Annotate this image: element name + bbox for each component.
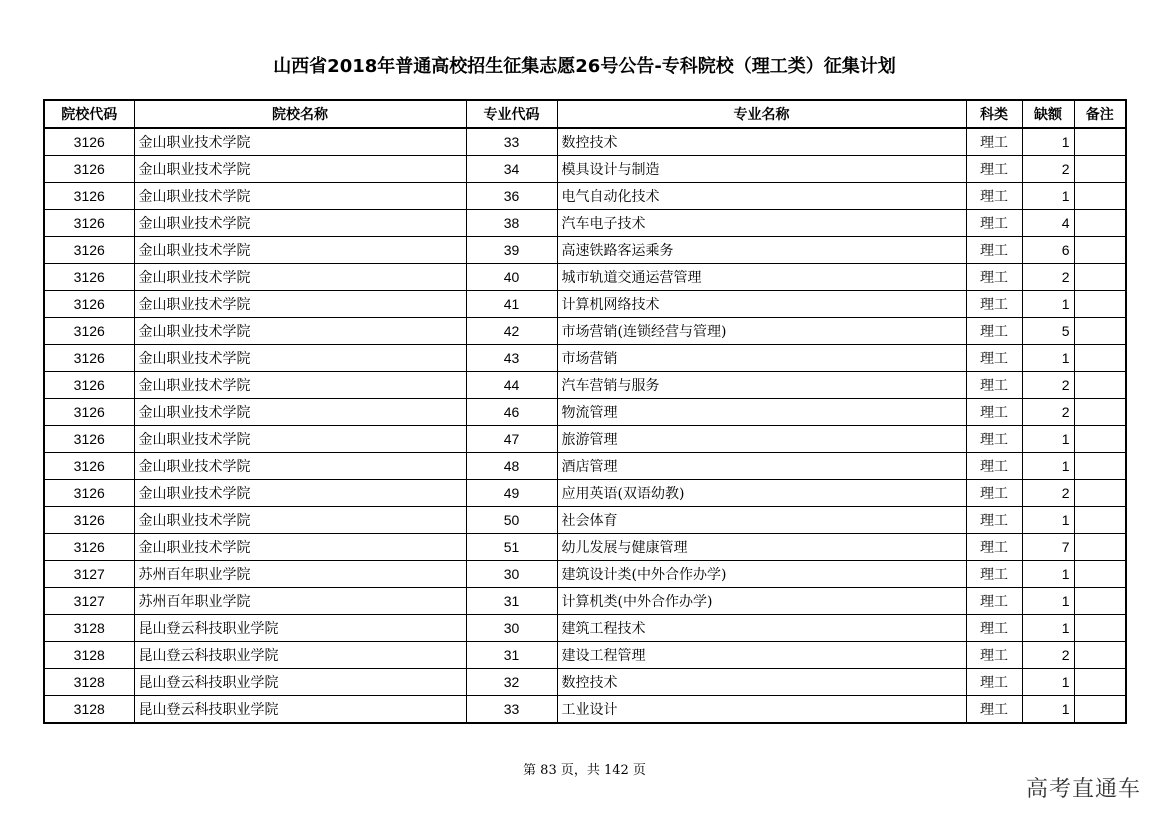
- cell-major-code: 50: [466, 507, 557, 534]
- cell-category: 理工: [966, 507, 1022, 534]
- cell-note: [1074, 615, 1126, 642]
- table-row: [44, 156, 1126, 183]
- cell-major-name: 工业设计: [557, 696, 966, 724]
- cell-school-code: 3126: [44, 507, 134, 534]
- cell-school-name: 昆山登云科技职业学院: [134, 669, 466, 696]
- cell-quota: 7: [1022, 534, 1074, 561]
- cell-note: [1074, 588, 1126, 615]
- cell-major-code: 46: [466, 399, 557, 426]
- cell-major-code: 47: [466, 426, 557, 453]
- cell-school-name: 金山职业技术学院: [134, 534, 466, 561]
- cell-major-code: 44: [466, 372, 557, 399]
- cell-quota: 2: [1022, 399, 1074, 426]
- cell-note: [1074, 426, 1126, 453]
- table-row: [44, 210, 1126, 237]
- cell-major-name: 物流管理: [557, 399, 966, 426]
- table-row: [44, 588, 1126, 615]
- cell-quota: 6: [1022, 237, 1074, 264]
- cell-quota: 1: [1022, 183, 1074, 210]
- cell-note: [1074, 237, 1126, 264]
- table-row: [44, 426, 1126, 453]
- cell-category: 理工: [966, 264, 1022, 291]
- cell-note: [1074, 156, 1126, 183]
- cell-school-name: 金山职业技术学院: [134, 183, 466, 210]
- cell-category: 理工: [966, 696, 1022, 724]
- cell-quota: 2: [1022, 264, 1074, 291]
- cell-category: 理工: [966, 669, 1022, 696]
- cell-school-code: 3126: [44, 210, 134, 237]
- cell-note: [1074, 183, 1126, 210]
- cell-school-code: 3126: [44, 426, 134, 453]
- cell-major-code: 34: [466, 156, 557, 183]
- table-row: [44, 345, 1126, 372]
- cell-school-name: 金山职业技术学院: [134, 507, 466, 534]
- cell-school-code: 3128: [44, 615, 134, 642]
- cell-school-code: 3126: [44, 237, 134, 264]
- cell-category: 理工: [966, 534, 1022, 561]
- cell-note: [1074, 696, 1126, 724]
- cell-school-code: 3126: [44, 264, 134, 291]
- cell-quota: 1: [1022, 561, 1074, 588]
- cell-major-code: 30: [466, 615, 557, 642]
- cell-note: [1074, 669, 1126, 696]
- cell-school-name: 昆山登云科技职业学院: [134, 696, 466, 724]
- cell-school-name: 金山职业技术学院: [134, 210, 466, 237]
- cell-category: 理工: [966, 156, 1022, 183]
- cell-major-name: 数控技术: [557, 128, 966, 156]
- cell-major-code: 38: [466, 210, 557, 237]
- cell-quota: 1: [1022, 696, 1074, 724]
- cell-quota: 2: [1022, 372, 1074, 399]
- table-header-row: [44, 100, 1126, 128]
- table-row: [44, 669, 1126, 696]
- cell-school-code: 3126: [44, 453, 134, 480]
- cell-category: 理工: [966, 480, 1022, 507]
- cell-major-code: 30: [466, 561, 557, 588]
- cell-school-code: 3126: [44, 183, 134, 210]
- cell-note: [1074, 291, 1126, 318]
- cell-major-name: 旅游管理: [557, 426, 966, 453]
- cell-school-name: 金山职业技术学院: [134, 237, 466, 264]
- cell-major-name: 城市轨道交通运营管理: [557, 264, 966, 291]
- cell-category: 理工: [966, 372, 1022, 399]
- header-school-code: 院校代码: [44, 100, 134, 128]
- cell-quota: 1: [1022, 669, 1074, 696]
- cell-school-name: 金山职业技术学院: [134, 480, 466, 507]
- table-row: [44, 183, 1126, 210]
- cell-school-name: 金山职业技术学院: [134, 318, 466, 345]
- cell-school-name: 金山职业技术学院: [134, 291, 466, 318]
- cell-note: [1074, 372, 1126, 399]
- cell-major-code: 43: [466, 345, 557, 372]
- table-row: [44, 128, 1126, 156]
- cell-major-name: 建设工程管理: [557, 642, 966, 669]
- cell-school-code: 3128: [44, 696, 134, 724]
- cell-school-name: 金山职业技术学院: [134, 128, 466, 156]
- cell-category: 理工: [966, 128, 1022, 156]
- cell-school-name: 苏州百年职业学院: [134, 588, 466, 615]
- table-row: [44, 696, 1126, 724]
- cell-major-code: 49: [466, 480, 557, 507]
- cell-category: 理工: [966, 183, 1022, 210]
- table-row: [44, 264, 1126, 291]
- cell-school-code: 3128: [44, 669, 134, 696]
- cell-note: [1074, 399, 1126, 426]
- cell-note: [1074, 561, 1126, 588]
- table-row: [44, 534, 1126, 561]
- cell-quota: 5: [1022, 318, 1074, 345]
- cell-major-code: 36: [466, 183, 557, 210]
- cell-major-code: 32: [466, 669, 557, 696]
- cell-school-name: 金山职业技术学院: [134, 399, 466, 426]
- cell-quota: 1: [1022, 615, 1074, 642]
- table-row: [44, 615, 1126, 642]
- cell-note: [1074, 507, 1126, 534]
- cell-school-code: 3126: [44, 372, 134, 399]
- cell-note: [1074, 128, 1126, 156]
- cell-category: 理工: [966, 291, 1022, 318]
- header-quota: 缺额: [1022, 100, 1074, 128]
- header-category: 科类: [966, 100, 1022, 128]
- enrollment-plan-table: [43, 99, 1127, 724]
- header-school-name: 院校名称: [134, 100, 466, 128]
- cell-quota: 1: [1022, 345, 1074, 372]
- cell-major-name: 汽车营销与服务: [557, 372, 966, 399]
- cell-major-name: 高速铁路客运乘务: [557, 237, 966, 264]
- cell-category: 理工: [966, 345, 1022, 372]
- cell-school-code: 3126: [44, 399, 134, 426]
- cell-major-code: 31: [466, 588, 557, 615]
- cell-category: 理工: [966, 561, 1022, 588]
- cell-school-code: 3126: [44, 291, 134, 318]
- table-row: [44, 507, 1126, 534]
- cell-school-name: 金山职业技术学院: [134, 264, 466, 291]
- cell-major-code: 51: [466, 534, 557, 561]
- cell-category: 理工: [966, 399, 1022, 426]
- table-row: [44, 561, 1126, 588]
- cell-note: [1074, 480, 1126, 507]
- watermark-logo-text: 高考直通车: [1025, 777, 1141, 802]
- table-row: [44, 399, 1126, 426]
- cell-school-name: 昆山登云科技职业学院: [134, 642, 466, 669]
- cell-school-code: 3127: [44, 588, 134, 615]
- cell-school-code: 3126: [44, 128, 134, 156]
- cell-major-code: 40: [466, 264, 557, 291]
- cell-school-name: 昆山登云科技职业学院: [134, 615, 466, 642]
- cell-quota: 1: [1022, 453, 1074, 480]
- cell-quota: 4: [1022, 210, 1074, 237]
- cell-category: 理工: [966, 588, 1022, 615]
- cell-major-name: 市场营销: [557, 345, 966, 372]
- table-row: [44, 291, 1126, 318]
- cell-major-code: 48: [466, 453, 557, 480]
- cell-major-code: 31: [466, 642, 557, 669]
- cell-major-code: 39: [466, 237, 557, 264]
- cell-quota: 2: [1022, 642, 1074, 669]
- cell-note: [1074, 534, 1126, 561]
- cell-quota: 2: [1022, 156, 1074, 183]
- cell-category: 理工: [966, 237, 1022, 264]
- cell-note: [1074, 345, 1126, 372]
- cell-school-name: 苏州百年职业学院: [134, 561, 466, 588]
- table-row: [44, 237, 1126, 264]
- table-row: [44, 453, 1126, 480]
- cell-school-code: 3126: [44, 345, 134, 372]
- header-note: 备注: [1074, 100, 1126, 128]
- cell-quota: 1: [1022, 426, 1074, 453]
- header-major-code: 专业代码: [466, 100, 557, 128]
- cell-school-name: 金山职业技术学院: [134, 156, 466, 183]
- page-title: 山西省2018年普通高校招生征集志愿26号公告-专科院校（理工类）征集计划: [273, 56, 896, 77]
- cell-school-name: 金山职业技术学院: [134, 453, 466, 480]
- cell-school-code: 3127: [44, 561, 134, 588]
- cell-school-code: 3126: [44, 318, 134, 345]
- cell-note: [1074, 264, 1126, 291]
- cell-major-name: 市场营销(连锁经营与管理): [557, 318, 966, 345]
- cell-major-code: 33: [466, 696, 557, 724]
- cell-major-code: 41: [466, 291, 557, 318]
- cell-school-name: 金山职业技术学院: [134, 345, 466, 372]
- cell-major-name: 计算机类(中外合作办学): [557, 588, 966, 615]
- cell-major-name: 电气自动化技术: [557, 183, 966, 210]
- cell-school-name: 金山职业技术学院: [134, 426, 466, 453]
- cell-category: 理工: [966, 210, 1022, 237]
- cell-school-code: 3128: [44, 642, 134, 669]
- cell-category: 理工: [966, 453, 1022, 480]
- cell-quota: 1: [1022, 291, 1074, 318]
- cell-quota: 2: [1022, 480, 1074, 507]
- cell-major-name: 应用英语(双语幼教): [557, 480, 966, 507]
- cell-quota: 1: [1022, 588, 1074, 615]
- cell-category: 理工: [966, 318, 1022, 345]
- cell-category: 理工: [966, 426, 1022, 453]
- cell-note: [1074, 453, 1126, 480]
- header-major-name: 专业名称: [557, 100, 966, 128]
- cell-note: [1074, 210, 1126, 237]
- page-footer: 第 83 页，共 142 页: [523, 763, 646, 778]
- cell-major-code: 33: [466, 128, 557, 156]
- cell-major-name: 幼儿发展与健康管理: [557, 534, 966, 561]
- cell-note: [1074, 642, 1126, 669]
- cell-category: 理工: [966, 642, 1022, 669]
- cell-major-name: 社会体育: [557, 507, 966, 534]
- cell-major-name: 酒店管理: [557, 453, 966, 480]
- cell-major-name: 建筑设计类(中外合作办学): [557, 561, 966, 588]
- table-row: [44, 642, 1126, 669]
- cell-note: [1074, 318, 1126, 345]
- cell-major-code: 42: [466, 318, 557, 345]
- cell-major-name: 计算机网络技术: [557, 291, 966, 318]
- cell-school-code: 3126: [44, 480, 134, 507]
- cell-school-code: 3126: [44, 534, 134, 561]
- cell-major-name: 模具设计与制造: [557, 156, 966, 183]
- cell-quota: 1: [1022, 507, 1074, 534]
- table-row: [44, 372, 1126, 399]
- cell-school-name: 金山职业技术学院: [134, 372, 466, 399]
- cell-quota: 1: [1022, 128, 1074, 156]
- cell-category: 理工: [966, 615, 1022, 642]
- cell-major-name: 数控技术: [557, 669, 966, 696]
- table-row: [44, 318, 1126, 345]
- table-row: [44, 480, 1126, 507]
- cell-school-code: 3126: [44, 156, 134, 183]
- cell-major-name: 建筑工程技术: [557, 615, 966, 642]
- cell-major-name: 汽车电子技术: [557, 210, 966, 237]
